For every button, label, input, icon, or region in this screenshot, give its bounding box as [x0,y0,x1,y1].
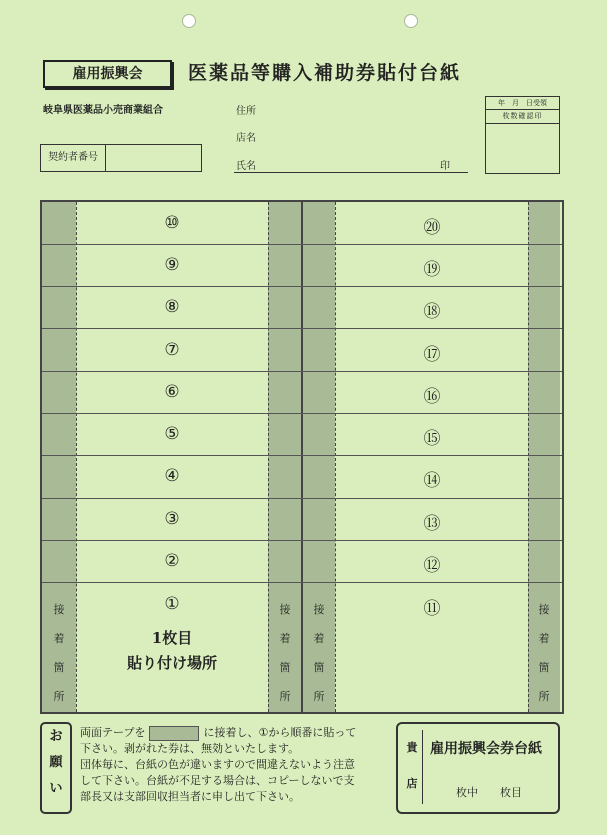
row-divider [42,582,562,583]
slot-label: ⑥ [164,382,180,402]
instructions: 両面テープを に接着し、①から順番に貼って 下さい。剥がれた券は、無効といたします。 団体毎に、台紙の色が違いますので間違えないよう注意 して下さい。台紙が不足する場合は、コピーしないで支 部長又は支部回収担当者に申し出て下さい。 [80,726,357,803]
receipt-date-label: 年 月 日受領 [486,97,559,110]
slot-label: ⑭ [423,471,441,491]
punch-hole-right [404,14,418,28]
adhesive-label-left: 接 着 箇 所 [53,603,65,703]
slot-label: ⑦ [164,340,180,360]
receipt-box [485,96,560,174]
count-confirm-label: 枚数確認印 [486,109,559,124]
organization-badge: 雇用振興会 [43,60,172,88]
page-title: 医薬品等購入補助券貼付台紙 [188,62,462,84]
slot-label: ⑪ [423,599,441,619]
request-badge: お 願 い [40,722,72,814]
paste-location-label: 貼り付け場所 [126,654,217,672]
slot-label: ⑤ [164,424,180,444]
row-divider [42,286,562,287]
owner-name-label: 氏名 [236,161,256,172]
slot-label: ⑱ [423,302,441,322]
slot-label: ⑫ [423,556,441,576]
slot-label: ⑨ [164,255,180,275]
slot-label: ① [164,594,180,614]
slot-label: ⑲ [423,260,441,280]
adhesive-label-right: 接 着 箇 所 [313,603,325,703]
row-divider [42,328,562,329]
row-divider [42,498,562,499]
association-name: 岐阜県医薬品小売商業組合 [43,105,163,116]
row-divider [42,244,562,245]
contract-number-label: 契約者番号 [41,145,106,171]
contract-number-field[interactable] [40,144,202,172]
tape-swatch [149,726,199,741]
cut-line [528,202,529,712]
slot-label: ⑰ [423,345,441,365]
store-name-label: 店名 [236,133,256,144]
row-divider [42,413,562,414]
slot-label: ⑧ [164,297,180,317]
punch-hole-left [182,14,196,28]
your-store-label: 貴 店 [402,730,423,804]
cut-line [76,202,77,712]
store-box-title: 雇用振興会券台紙 [430,741,542,757]
adhesive-label-left-inner: 接 着 箇 所 [279,603,291,703]
slot-label: ③ [164,509,180,529]
slot-label: ⑬ [423,514,441,534]
row-divider [42,371,562,372]
slot-label: ⑳ [423,218,441,238]
slot-label: ② [164,551,180,571]
slot-label: ⑯ [423,387,441,407]
row-divider [42,455,562,456]
row-divider [42,540,562,541]
sheet-count: 枚中 枚目 [456,786,522,799]
slot-label: ⑮ [423,429,441,449]
cut-line [268,202,269,712]
cut-line [335,202,336,712]
store-info-box [396,722,560,814]
name-underline [234,172,468,173]
slot-label: ④ [164,466,180,486]
adhesive-label-right-outer: 接 着 箇 所 [538,603,550,703]
seal-label: 印 [440,161,450,172]
first-sheet-label: 1枚目 [151,629,193,647]
address-label: 住所 [236,106,256,117]
slot-label: ⑩ [164,213,180,233]
voucher-grid [40,200,564,714]
